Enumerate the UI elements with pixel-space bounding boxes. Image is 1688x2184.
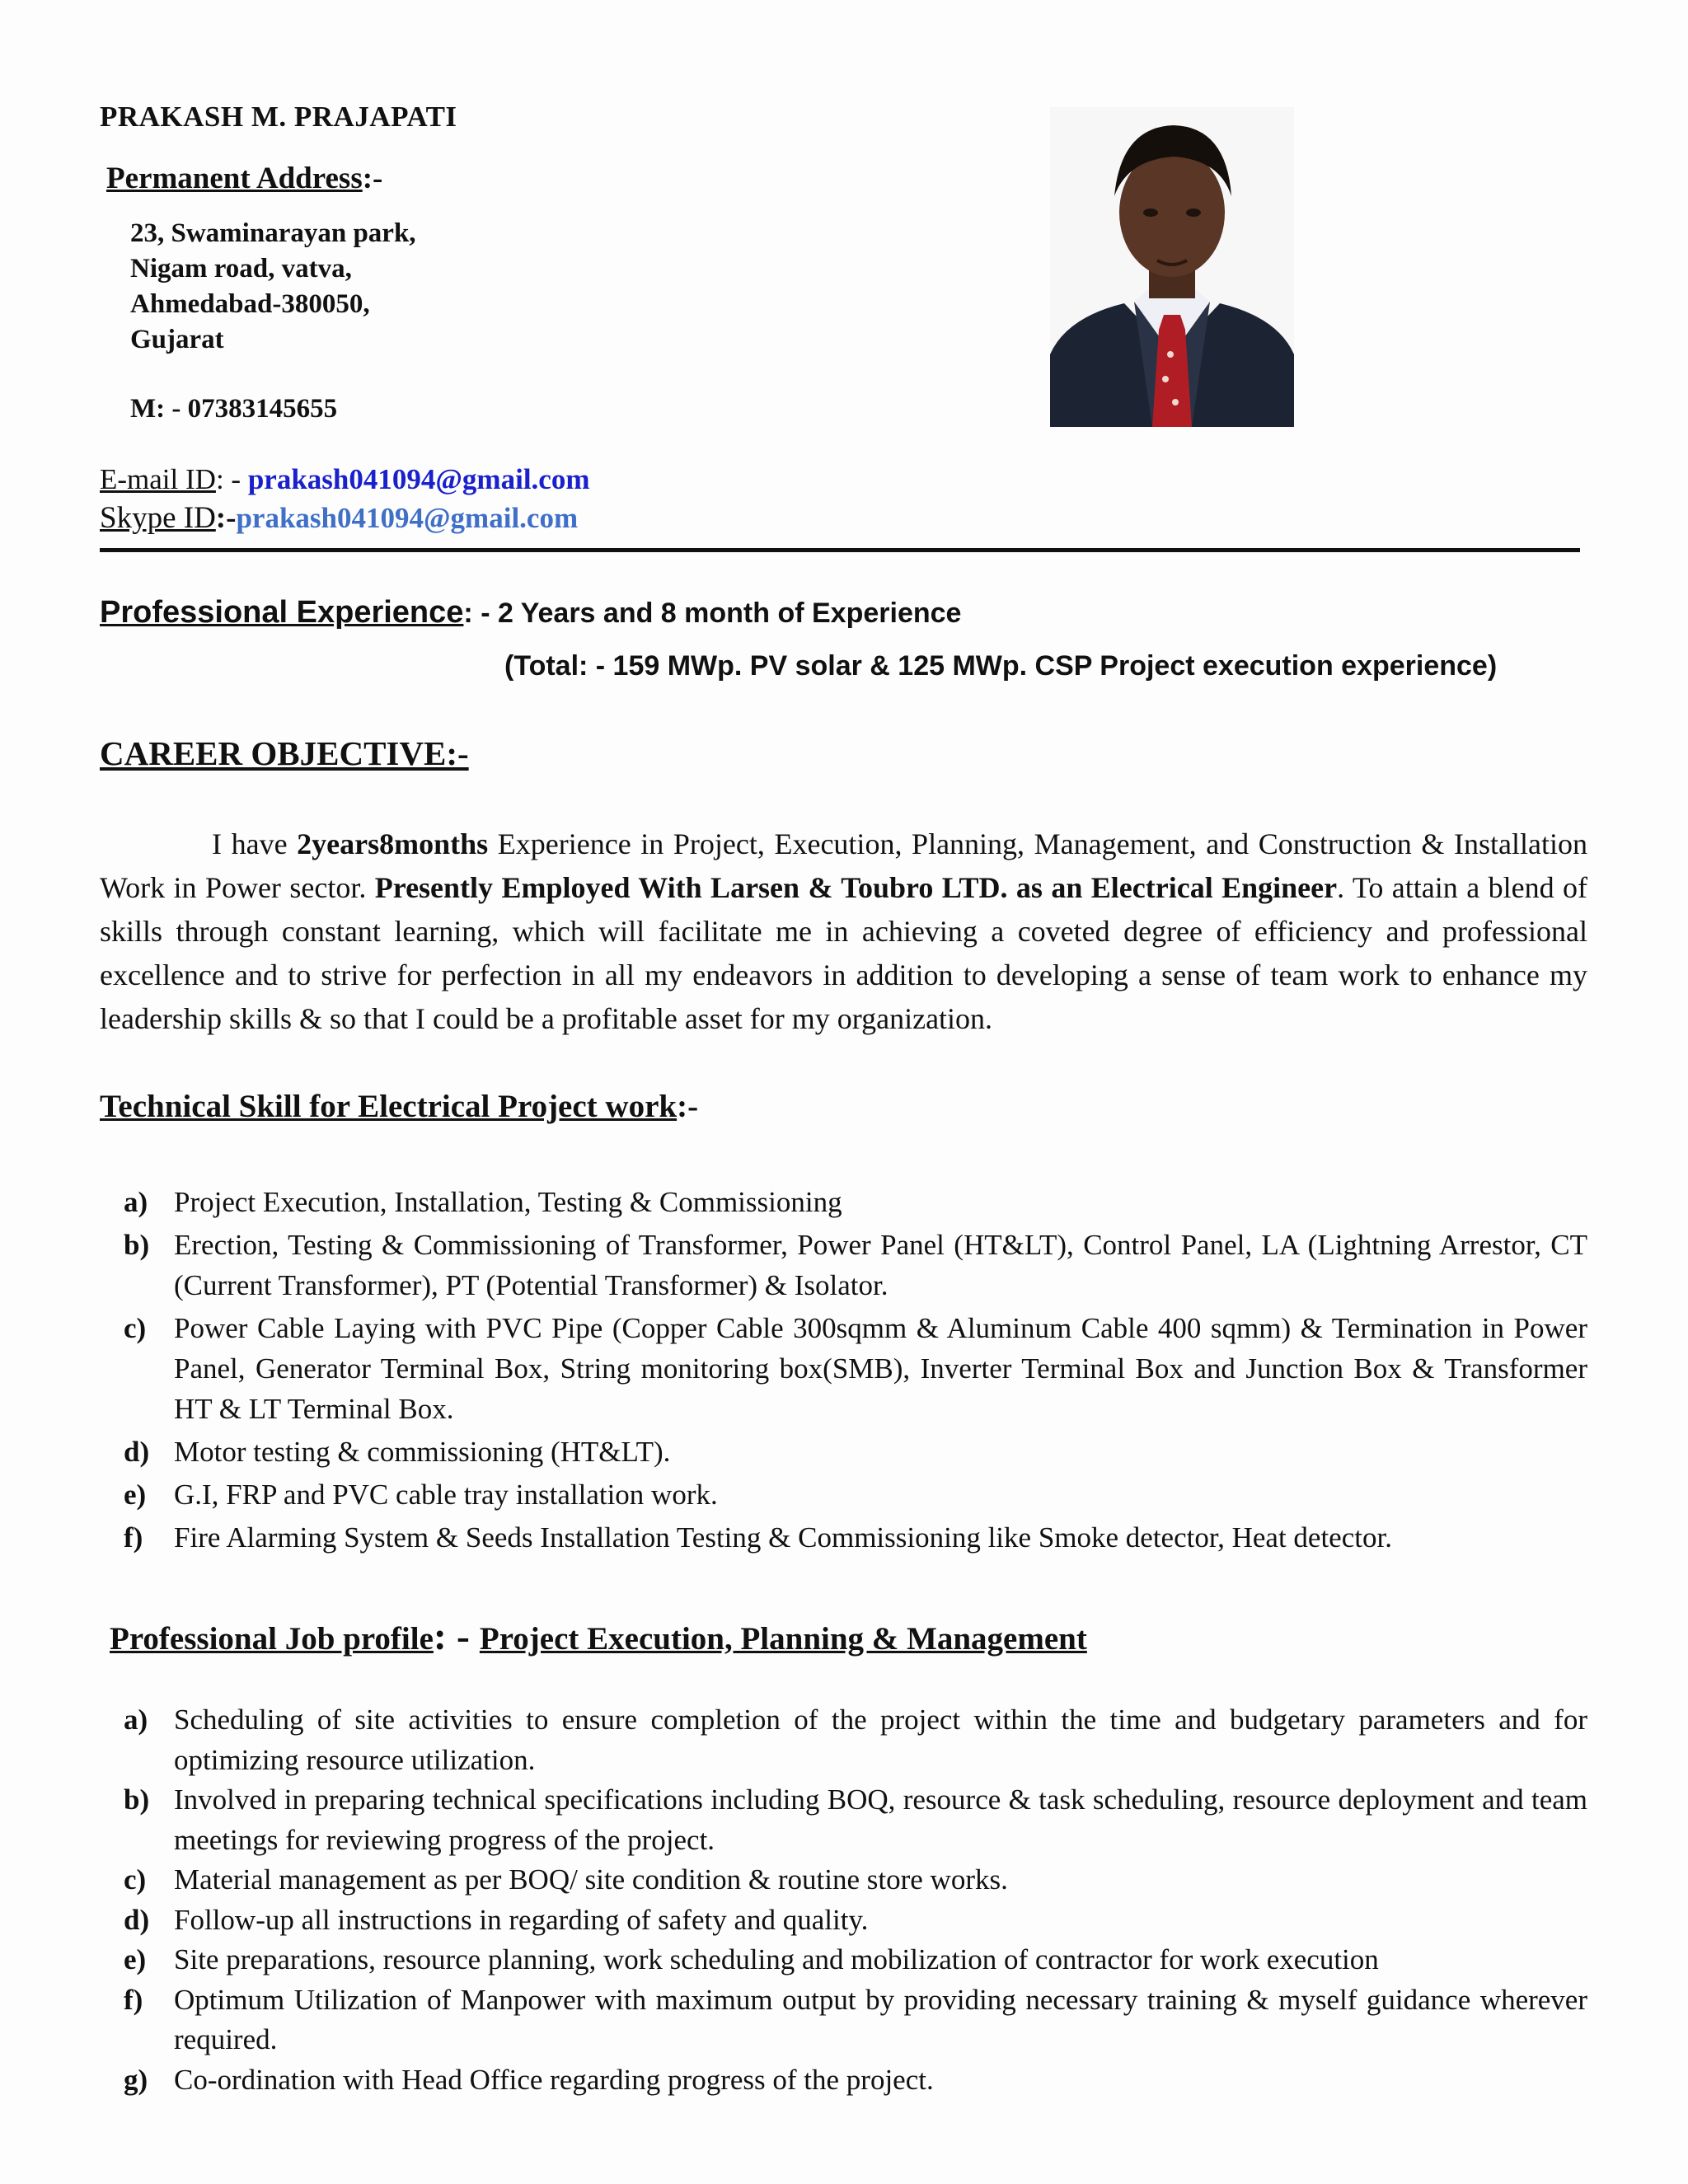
candidate-name: PRAKASH M. PRAJAPATI	[100, 101, 457, 133]
permanent-address-suffix: :-	[362, 162, 383, 195]
experience-label: Professional Experience	[100, 595, 464, 630]
header-divider	[100, 548, 1580, 552]
list-item: d) Motor testing & commissioning (HT&LT).	[124, 1436, 671, 1468]
skype-separator: :-	[215, 501, 237, 535]
profile-photo	[1050, 107, 1294, 427]
list-item: c) Power Cable Laying with PVC Pipe (Copper Cable 300sqmm & Aluminum Cable 400 sqmm) & Termination in Power Panel, Generator Terminal Box, String monitoring box(SMB), Inverter Terminal Box and Junction Box & Transformer HT & LT Terminal Box.	[124, 1312, 1587, 1425]
list-item: f) Optimum Utilization of Manpower with maximum output by providing necessary training & myself guidance wherever required.	[124, 1983, 1587, 2055]
phone-number: M: - 07383145655	[130, 394, 338, 424]
experience-value: : - 2 Years and 8 month of Experience	[463, 598, 962, 629]
skype-id: prakash041094@gmail.com	[236, 502, 579, 534]
permanent-address-label: Permanent Address	[106, 162, 363, 195]
list-item: d) Follow-up all instructions in regarding of safety and quality.	[124, 1903, 869, 1936]
permanent-address-heading	[106, 161, 382, 196]
experience-total: (Total: - 159 MWp. PV solar & 125 MWp. CSP Project execution experience)	[504, 650, 1498, 682]
address-line: Ahmedabad-380050,	[130, 289, 370, 319]
career-objective-heading: CAREER OBJECTIVE:-	[100, 734, 469, 772]
address-line: Gujarat	[130, 325, 224, 354]
list-item: e) Site preparations, resource planning, work scheduling and mobilization of contractor for work execution	[124, 1943, 1379, 1975]
skype-row	[100, 500, 578, 536]
list-item: g) Co-ordination with Head Office regarding progress of the project.	[124, 2063, 934, 2096]
address-line: 23, Swaminarayan park,	[130, 218, 416, 248]
career-objective-text: I have 2years8months Experience in Project, Execution, Planning, Management, and Construction & Installation Work in Power sector. Presently Employed With Larsen & Toubro LTD. as an Electrical Engineer. To attain a blend of skills through constant learning, which will facilitate me in achieving a coveted degree of efficiency and professional excellence and to strive for perfection in all my endeavors in addition to developing a sense of team work to enhance my leadership skills & so that I could be a profitable asset for my organization.	[100, 827, 1587, 1035]
list-item: a) Scheduling of site activities to ensure completion of the project within the time and budgetary parameters and for optimizing resource utilization.	[124, 1704, 1587, 1776]
job-profile-heading: Professional Job profile: - Project Execution, Planning & Management	[110, 1615, 1087, 1658]
address-line: Nigam road, vatva,	[130, 254, 352, 284]
skype-label: Skype ID	[100, 501, 216, 535]
list-item: b) Erection, Testing & Commissioning of Transformer, Power Panel (HT&LT), Control Panel, LA (Lightning Arrestor, CT (Current Transformer), PT (Potential Transformer) & Isolator.	[124, 1229, 1587, 1301]
technical-skill-heading: Technical Skill for Electrical Project work:-	[100, 1089, 699, 1124]
professional-experience	[100, 595, 961, 630]
profile-photo-illustration	[1050, 107, 1294, 427]
email-label: E-mail ID	[100, 463, 216, 495]
technical-skill-list	[124, 1182, 1587, 1560]
list-item: e) G.I, FRP and PVC cable tray installation work.	[124, 1479, 718, 1511]
email-row	[100, 463, 589, 496]
email-link[interactable]: prakash041094@gmail.com	[247, 463, 590, 495]
list-item: a) Project Execution, Installation, Testing & Commissioning	[124, 1186, 842, 1218]
job-profile-list	[124, 1700, 1587, 2100]
list-item: b) Involved in preparing technical specifications including BOQ, resource & task scheduling, resource deployment and team meetings for reviewing progress of the project.	[124, 1783, 1587, 1856]
list-item: c) Material management as per BOQ/ site condition & routine store works.	[124, 1863, 1008, 1896]
list-item: f) Fire Alarming System & Seeds Installation Testing & Commissioning like Smoke detector, Heat detector.	[124, 1521, 1392, 1554]
email-separator: : -	[215, 463, 248, 495]
